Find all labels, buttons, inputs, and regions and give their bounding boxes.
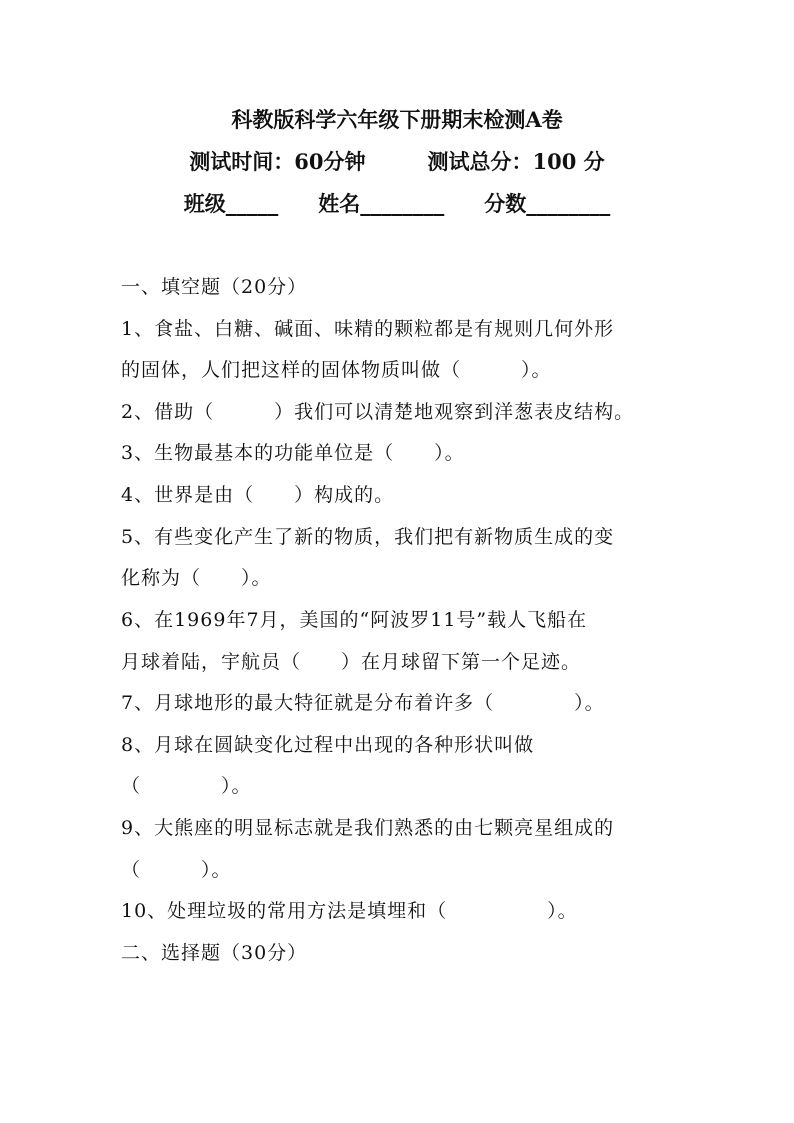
question-line: 3、生物最基本的功能单位是（ ）。 [121,442,465,464]
question-line: 化称为（ ）。 [121,567,272,589]
question-line: 9、大熊座的明显标志就是我们熟悉的由七颗亮星组成的 [121,817,615,839]
exam-meta [0,146,794,176]
section-heading-fill-blank: 一、填空题（20分） [121,276,308,298]
exam-title: 科教版科学六年级下册期末检测A卷 [231,107,563,132]
question-line: （ ）。 [121,859,232,881]
student-fields [0,188,794,218]
question-line: 6、在1969年7月，美国的“阿波罗11号”载人飞船在 [121,609,588,631]
question-line: 10、处理垃圾的常用方法是填埋和（ ）。 [121,900,578,922]
question-line: 的固体，人们把这样的固体物质叫做（ ）。 [121,359,552,381]
question-line: 1、食盐、白糖、碱面、味精的颗粒都是有规则几何外形 [121,318,615,340]
question-line: （ ）。 [121,775,252,797]
question-line: 月球着陆，宇航员（ ）在月球留下第一个足迹。 [121,651,582,673]
question-line: 7、月球地形的最大特征就是分布着许多（ ）。 [121,692,605,714]
question-line: 2、借助（ ）我们可以清楚地观察到洋葱表皮结构。 [121,401,635,423]
score-field: 分数________ [484,191,611,216]
question-line: 5、有些变化产生了新的物质，我们把有新物质生成的变 [121,526,615,548]
name-field: 姓名________ [318,191,445,216]
test-time: 测试时间：60分钟 [189,149,366,174]
question-line: 8、月球在圆缺变化过程中出现的各种形状叫做 [121,734,535,756]
test-total-score: 测试总分：100 分 [427,149,605,174]
question-line: 4、世界是由（ ）构成的。 [121,484,395,506]
section-heading-multiple-choice: 二、选择题（30分） [121,942,308,964]
class-field: 班级_____ [183,191,279,216]
